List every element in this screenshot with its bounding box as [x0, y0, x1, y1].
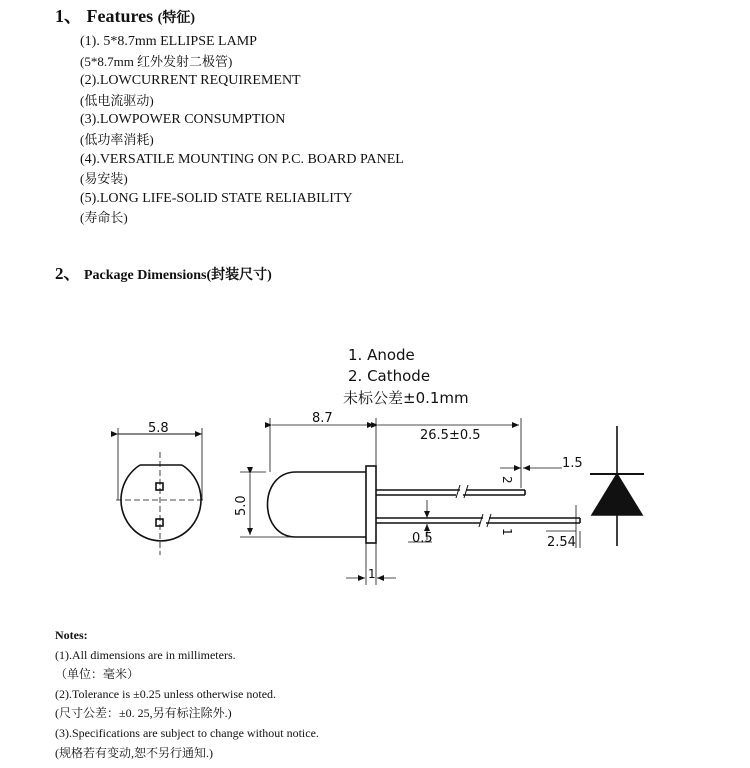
section-2-title: Package Dimensions(封装尺寸): [84, 268, 272, 283]
dim-flange: 1: [368, 567, 376, 581]
note-line-cn: （单位：毫米）: [55, 667, 140, 682]
feature-line: (1). 5*8.7mm ELLIPSE LAMP: [80, 34, 257, 49]
lead-2-label: 2: [500, 476, 514, 484]
feature-line-cn: (低电流驱动): [80, 92, 154, 108]
feature-line-cn: (寿命长): [80, 210, 128, 226]
diode-symbol: [590, 426, 644, 546]
dim-lead-thick: 0.5: [412, 531, 433, 546]
front-view: [116, 428, 205, 555]
feature-line: (3).LOWPOWER CONSUMPTION: [80, 112, 286, 128]
feature-line-cn: (低功率消耗): [80, 131, 154, 147]
diode-triangle: [592, 474, 642, 515]
feature-line: (4).VERSATILE MOUNTING ON P.C. BOARD PANEL: [80, 151, 404, 167]
note-line: (3).Specifications are subject to change without notice.: [55, 725, 319, 740]
dim-width-front: 5.8: [148, 421, 169, 436]
break-mark: [487, 514, 491, 527]
feature-line-cn: (5*8.7mm 红外发射二极管): [80, 53, 233, 69]
flange: [366, 466, 376, 543]
lens-body: [268, 472, 367, 537]
section-1-title-cn: (特征): [157, 11, 195, 26]
section-2-number: 2、: [55, 264, 81, 283]
front-outline: [121, 465, 201, 541]
note-line-cn: (规格若有变动,恕不另行通知.): [55, 745, 213, 760]
dim-lead-spacing-top: 1.5: [562, 456, 583, 471]
legend-tolerance: 未标公差±0.1mm: [343, 389, 469, 407]
feature-line: (5).LONG LIFE-SOLID STATE RELIABILITY: [80, 190, 353, 206]
lead-1-label: 1: [500, 528, 514, 536]
lead-square-bottom: [156, 519, 163, 526]
notes-title: Notes:: [55, 628, 88, 642]
section-1-title: Features: [86, 6, 154, 26]
legend-anode: 1. Anode: [348, 346, 415, 364]
dim-lead-length: 26.5±0.5: [420, 428, 481, 443]
note-line: (1).All dimensions are in millimeters.: [55, 647, 236, 662]
dim-pitch: 2.54: [547, 535, 576, 550]
break-mark: [456, 485, 460, 498]
note-line-cn: (尺寸公差：±0. 25,另有标注除外.): [55, 706, 232, 721]
feature-line-cn: (易安装): [80, 171, 128, 187]
dim-length-lens: 8.7: [312, 411, 333, 426]
feature-line: (2).LOWCURRENT REQUIREMENT: [80, 73, 301, 89]
legend-cathode: 2. Cathode: [348, 367, 431, 385]
section-1-number: 1、: [55, 6, 82, 26]
dim-height: 5.0: [234, 495, 249, 516]
break-mark: [479, 514, 483, 527]
note-line: (2).Tolerance is ±0.25 unless otherwise noted.: [55, 686, 277, 701]
side-dimensions: [240, 418, 580, 585]
break-mark: [464, 485, 468, 498]
notes-block: [55, 626, 319, 763]
lead-square-top: [156, 483, 163, 490]
